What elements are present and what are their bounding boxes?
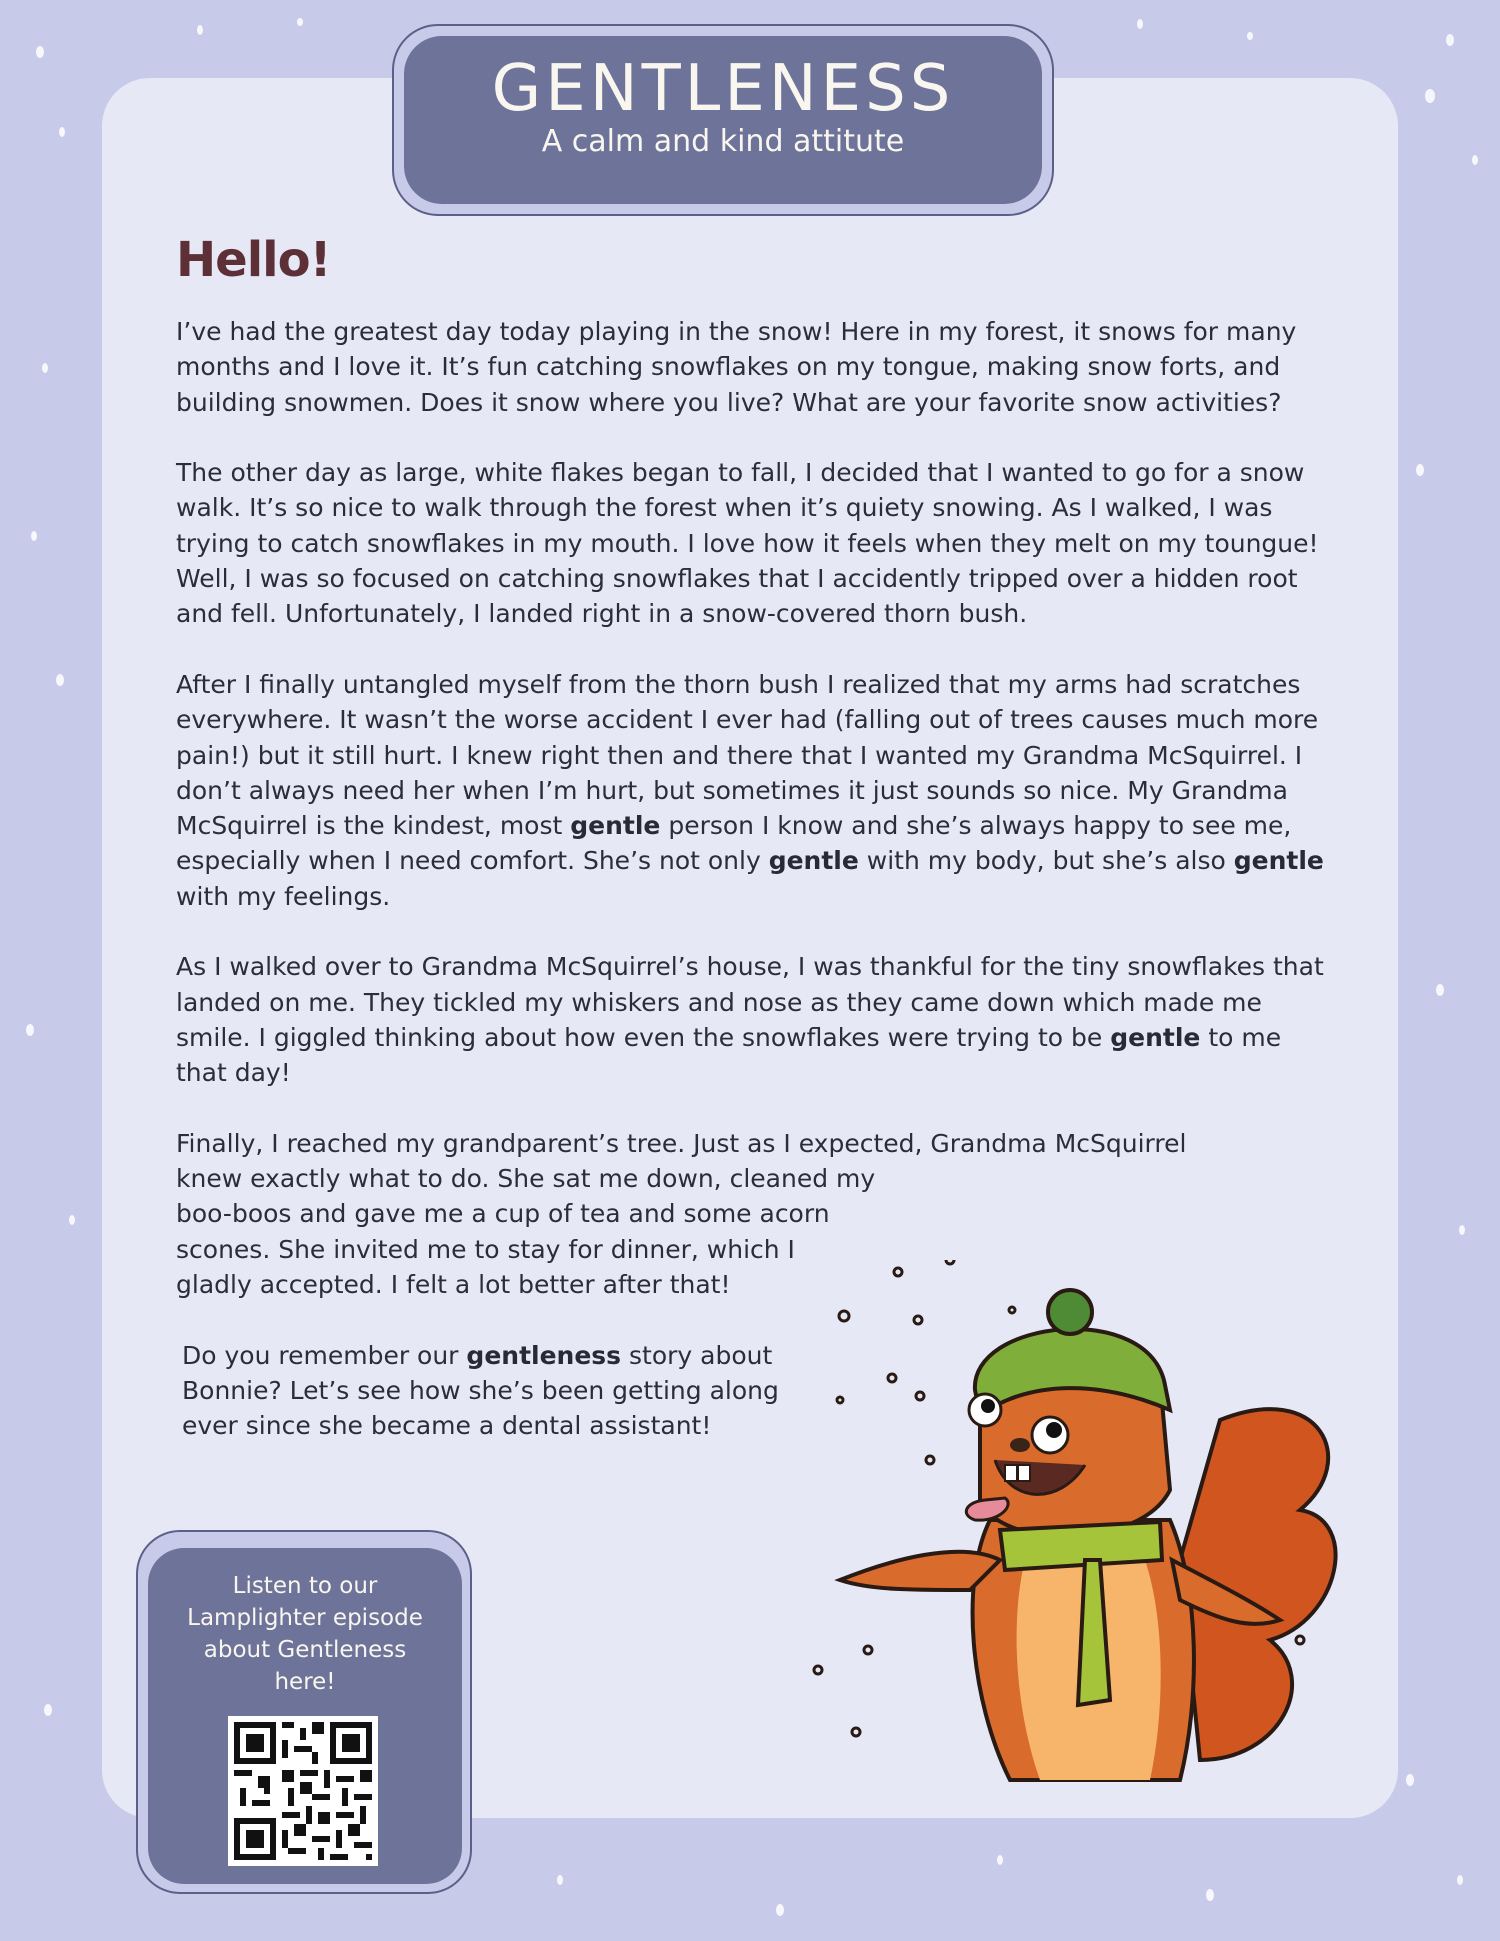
qr-caption: Listen to our Lamplighter episode about Gentleness here! — [187, 1573, 423, 1695]
paragraph-6: Do you remember our gentleness story about Bonnie? Let’s see how she’s been getting along ever since she became a dental assistant! — [182, 1340, 779, 1441]
paragraph-3: After I finally untangled myself from the thorn bush I realized that my arms had scratches everywhere. It wasn’t the worse accident I ever had (falling out of trees causes much more pain!) but it still hurt. I knew right then and there that I wanted my Grandma McSquirrel. I don’t always need her when I’m hurt, but sometimes it just sounds so nice. My Grandma McSquirrel is the kindest, most gentle person I know and she’s always happy to see me, especially when I need comfort. She’s not only gentle with my body, but she’s also gentle with my feelings. — [176, 669, 1324, 911]
page-subtitle: A calm and kind attitute — [541, 124, 905, 159]
greeting-heading: Hello! — [176, 232, 331, 288]
emphasis-gentle: gentle — [768, 846, 859, 876]
paragraph-2: The other day as large, white flakes began to fall, I decided that I wanted to go for a snow walk. It’s so nice to walk through the forest when it’s quiety snowing. As I walked, I was trying to catch snowflakes in my mouth. I love how it feels when they melt on my toungue! Well, I was so focused on catching snowflakes that I accidently tripped over a hidden root and fell. Unfortunately, I landed right in a snow-covered thorn bush. — [176, 458, 1319, 629]
qr-card — [148, 1548, 462, 1884]
squirrel-icon — [800, 1260, 1360, 1820]
emphasis-gentle: gentle — [1233, 846, 1324, 876]
paragraph-4: As I walked over to Grandma McSquirrel’s house, I was thankful for the tiny snowflakes that landed on me. They tickled my whiskers and nose as they came down which made me smile. I giggled thinking about how even the snowflakes were trying to be gentle to me that day! — [176, 952, 1324, 1088]
emphasis-gentle: gentle — [1110, 1022, 1201, 1052]
qr-code[interactable] — [228, 1716, 378, 1866]
paragraph-1: I’ve had the greatest day today playing in the snow! Here in my forest, it snows for many months and I love it. It’s fun catching snowflakes on my tongue, making snow forts, and building snowmen. Does it snow where you live? What are your favorite snow activities? — [176, 317, 1297, 417]
emphasis-gentle: gentle — [570, 811, 661, 841]
emphasis-gentleness: gentleness — [466, 1340, 622, 1370]
page-title: GENTLENESS — [491, 52, 955, 126]
paragraph-5: Finally, I reached my grandparent’s tree. Just as I expected, Grandma McSquirrel knew exactly what to do. She sat me down, cleaned my boo-boos and gave me a cup of tea and some acorn scones. She invited me to stay for dinner, which I gladly accepted. I felt a lot better after that! — [176, 1128, 1187, 1300]
header-banner — [404, 36, 1042, 204]
